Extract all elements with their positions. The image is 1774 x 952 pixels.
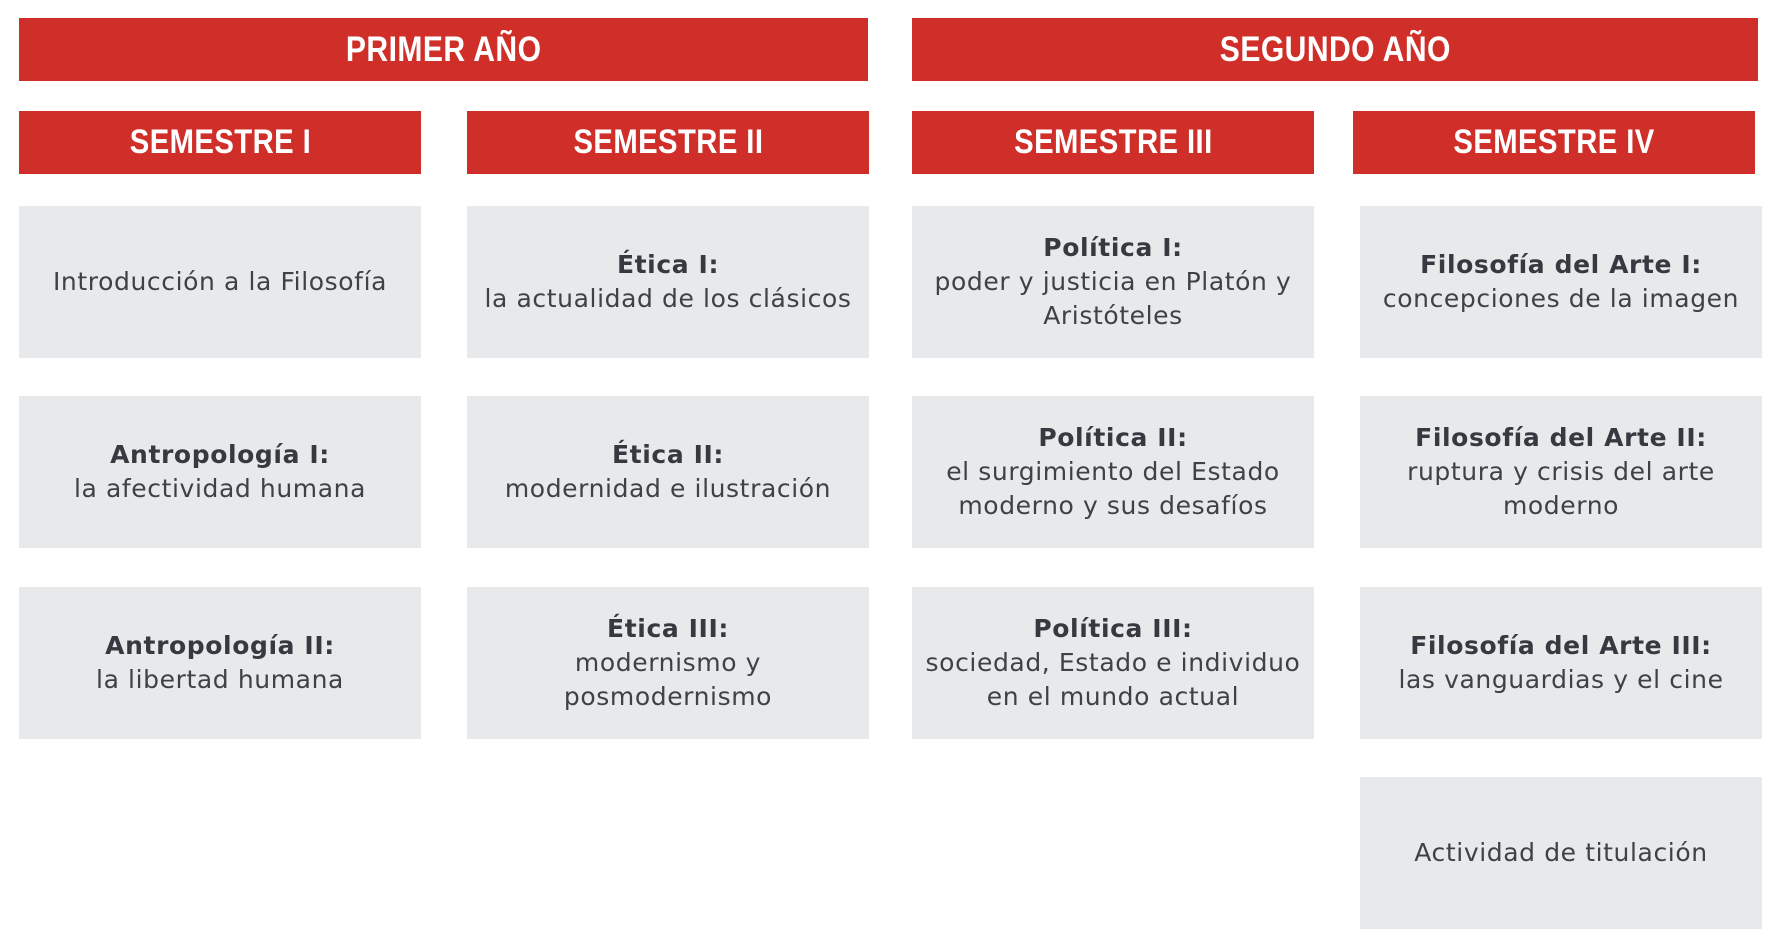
course-card [1360, 396, 1762, 548]
course-subtitle: Introducción a la Filosofía [52, 267, 388, 296]
year-header-primer [19, 18, 868, 81]
semester-label: SEMESTRE IV [1453, 123, 1655, 161]
year-header-segundo [912, 18, 1758, 81]
semester-header-2 [467, 111, 869, 174]
year-label: PRIMER AÑO [345, 29, 542, 69]
semester-header-1 [19, 111, 421, 174]
course-title: Ética I: [616, 250, 720, 279]
course-title: Antropología II: [105, 631, 335, 660]
course-title: Filosofía del Arte I: [1420, 250, 1702, 279]
course-card [912, 396, 1314, 548]
course-title: Antropología I: [110, 440, 330, 469]
course-title: Filosofía del Arte III: [1410, 631, 1712, 660]
course-title: Política II: [1038, 423, 1188, 452]
course-title: Ética II: [612, 440, 724, 469]
course-subtitle: el surgimiento del Estado moderno y sus desafíos [946, 457, 1280, 520]
course-card [1360, 206, 1762, 358]
course-title: Política I: [1043, 233, 1183, 262]
course-card [1360, 587, 1762, 739]
course-card [1360, 777, 1762, 929]
course-subtitle: concepciones de la imagen [1382, 284, 1740, 313]
course-card [19, 206, 421, 358]
course-title: Ética III: [607, 614, 729, 643]
semester-label: SEMESTRE III [1013, 123, 1213, 161]
course-subtitle: ruptura y crisis del arte moderno [1407, 457, 1715, 520]
course-card [912, 206, 1314, 358]
course-subtitle: la libertad humana [96, 665, 344, 694]
course-subtitle: modernismo y posmodernismo [563, 648, 773, 711]
year-label: SEGUNDO AÑO [1219, 29, 1451, 69]
course-subtitle: Actividad de titulación [1414, 838, 1708, 867]
course-subtitle: sociedad, Estado e individuo en el mundo actual [925, 648, 1301, 711]
course-title: Filosofía del Arte II: [1415, 423, 1707, 452]
course-subtitle: las vanguardias y el cine [1398, 665, 1724, 694]
course-card [467, 206, 869, 358]
semester-header-4 [1353, 111, 1755, 174]
course-card [19, 396, 421, 548]
course-card [19, 587, 421, 739]
course-title: Política III: [1033, 614, 1193, 643]
course-subtitle: modernidad e ilustración [504, 474, 832, 503]
semester-label: SEMESTRE I [129, 123, 311, 161]
semester-header-3 [912, 111, 1314, 174]
course-card [467, 587, 869, 739]
course-subtitle: la afectividad humana [73, 474, 367, 503]
course-card [912, 587, 1314, 739]
course-card [467, 396, 869, 548]
semester-label: SEMESTRE II [573, 123, 763, 161]
course-subtitle: la actualidad de los clásicos [484, 284, 852, 313]
course-subtitle: poder y justicia en Platón y Aristóteles [934, 267, 1292, 330]
